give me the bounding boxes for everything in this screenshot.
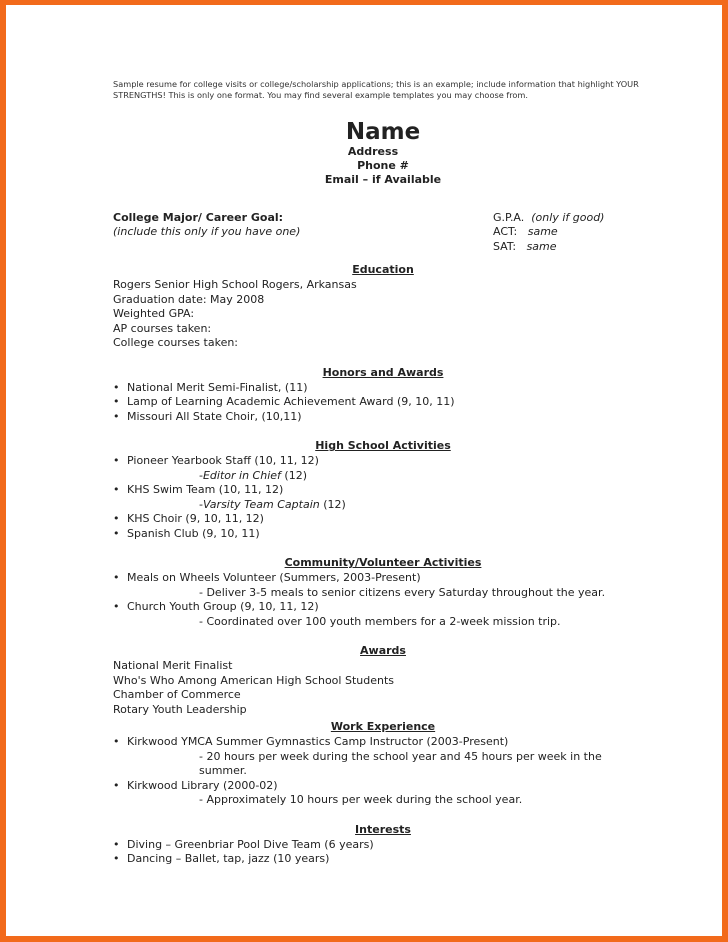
work-title: Work Experience <box>330 720 436 734</box>
education-line: Graduation date: May 2008 <box>113 292 265 306</box>
bullet-icon: • <box>113 395 120 409</box>
list-item: • Kirkwood Library (2000-02) <box>113 778 278 792</box>
list-subitem: - Deliver 3-5 meals to senior citizens every Saturday throughout the year. <box>199 585 606 599</box>
awards-line: National Merit Finalist <box>113 659 233 673</box>
interests-section <box>113 838 653 867</box>
list-item: • KHS Swim Team (10, 11, 12) <box>113 483 284 497</box>
education-line: Rogers Senior High School Rogers, Arkansas <box>113 277 357 291</box>
work-section <box>113 735 653 808</box>
activities-section <box>113 454 653 542</box>
bullet-icon: • <box>113 600 120 614</box>
list-item: • National Merit Semi-Finalist, (11) <box>113 380 308 394</box>
bullet-icon: • <box>113 852 120 866</box>
community-section <box>113 571 653 629</box>
community-title: Community/Volunteer Activities <box>284 556 482 570</box>
gpa-line: G.P.A. (only if good) <box>493 210 605 224</box>
address-line: Address <box>347 144 399 158</box>
resume-header <box>113 119 653 187</box>
scores-block <box>493 211 653 255</box>
list-subitem-wrap: summer. <box>199 764 247 778</box>
bullet-icon: • <box>113 512 120 526</box>
list-subitem: - Coordinated over 100 youth members for a 2-week mission trip. <box>199 614 561 628</box>
list-item: • Church Youth Group (9, 10, 11, 12) <box>113 600 319 614</box>
email-line: Email – if Available <box>324 172 442 186</box>
education-line: College courses taken: <box>113 336 239 350</box>
education-section <box>113 278 653 351</box>
list-item: • Spanish Club (9, 10, 11) <box>113 526 260 540</box>
awards-line: Rotary Youth Leadership <box>113 702 247 716</box>
interests-title: Interests <box>355 822 411 836</box>
bullet-icon: • <box>113 483 120 497</box>
goal-title: College Major/ Career Goal: <box>113 210 284 224</box>
list-item: • Lamp of Learning Academic Achievement Award (9, 10, 11) <box>113 395 455 409</box>
name-heading: Name <box>345 118 421 145</box>
awards-section <box>113 659 653 717</box>
honors-section <box>113 381 653 425</box>
activities-title: High School Activities <box>315 439 451 453</box>
list-subitem: -Varsity Team Captain (12) <box>199 497 346 511</box>
list-item: • Meals on Wheels Volunteer (Summers, 2003-Present) <box>113 571 421 585</box>
honors-title: Honors and Awards <box>322 365 444 379</box>
act-line: ACT: same <box>493 225 558 239</box>
bullet-icon: • <box>113 778 120 792</box>
list-item: • Missouri All State Choir, (10,11) <box>113 409 302 423</box>
bullet-icon: • <box>113 453 120 467</box>
list-item: • KHS Choir (9, 10, 11, 12) <box>113 512 264 526</box>
list-item: • Kirkwood YMCA Summer Gymnastics Camp Instructor (2003-Present) <box>113 735 509 748</box>
awards-line: Chamber of Commerce <box>113 688 241 702</box>
awards-line: Who's Who Among American High School Students <box>113 673 394 687</box>
resume-page <box>113 79 653 867</box>
list-subitem: -Editor in Chief (12) <box>199 468 307 482</box>
bullet-icon: • <box>113 571 120 585</box>
intro-note: Sample resume for college visits or college/scholarship applications; this is an example; include information that highlight YOUR STRENGTHS! This is only one format. You may find several example templates you may choose from. <box>113 79 639 101</box>
bullet-icon: • <box>113 380 120 394</box>
awards-title: Awards <box>360 644 406 658</box>
bullet-icon: • <box>113 735 120 748</box>
list-subitem: - 20 hours per week during the school year and 45 hours per week in the <box>199 749 602 763</box>
phone-line: Phone # <box>357 158 409 172</box>
education-line: AP courses taken: <box>113 321 212 335</box>
bullet-icon: • <box>113 837 120 851</box>
sat-line: SAT: same <box>493 239 557 253</box>
list-subitem: - Approximately 10 hours per week during the school year. <box>199 793 523 807</box>
bullet-icon: • <box>113 526 120 540</box>
list-item: • Pioneer Yearbook Staff (10, 11, 12) <box>113 453 319 467</box>
education-line: Weighted GPA: <box>113 307 195 321</box>
list-item: • Dancing – Ballet, tap, jazz (10 years) <box>113 852 330 866</box>
education-title: Education <box>352 263 414 277</box>
bullet-icon: • <box>113 409 120 423</box>
goal-section <box>113 211 653 255</box>
list-item: • Diving – Greenbriar Pool Dive Team (6 years) <box>113 837 374 851</box>
goal-note: (include this only if you have one) <box>113 225 301 239</box>
